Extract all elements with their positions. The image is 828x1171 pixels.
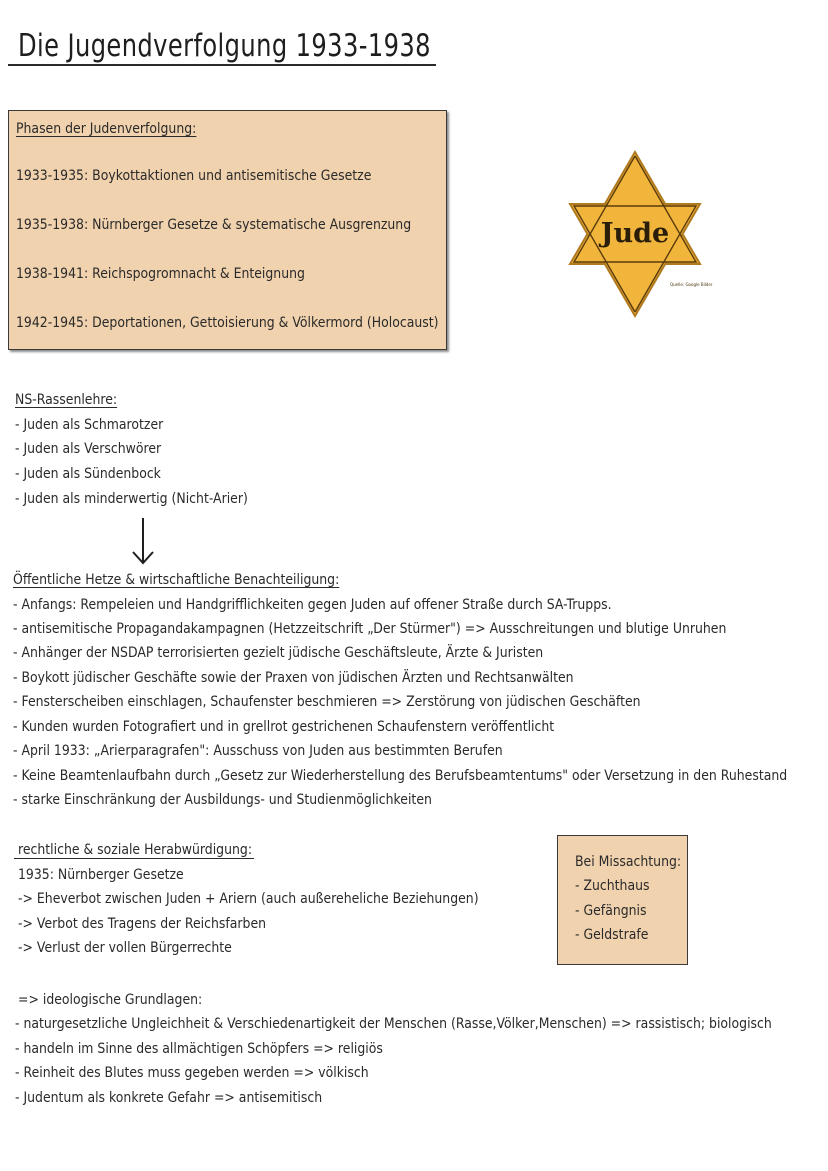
missachtung-item: - Zuchthaus: [575, 878, 650, 894]
badge-caption: Quelle: Google Bilder: [670, 282, 713, 287]
star-of-david-badge-icon: [566, 148, 713, 320]
hetze-item: - Fensterscheiben einschlagen, Schaufenster beschmieren => Zerstörung von jüdischen Geschäften: [13, 694, 641, 710]
rechtlich-underline: [14, 858, 254, 859]
rassenlehre-item: - Juden als minderwertig (Nicht-Arier): [15, 491, 248, 507]
hetze-item: - April 1933: „Arierparagrafen": Ausschuss von Juden aus bestimmten Berufen: [13, 743, 503, 759]
rassenlehre-item: - Juden als Schmarotzer: [15, 417, 164, 433]
phases-heading: Phasen der Judenverfolgung:: [16, 121, 197, 137]
rassenlehre-item: - Juden als Verschwörer: [15, 441, 162, 457]
badge-word: Jude: [600, 218, 670, 249]
hetze-item: - antisemitische Propagandakampagnen (Hetzzeitschrift „Der Stürmer") => Ausschreitungen und blutige Unruhen: [13, 621, 727, 637]
rassenlehre-item: - Juden als Sündenbock: [15, 466, 161, 482]
down-arrow-icon: [130, 516, 156, 566]
title-underline: [8, 64, 436, 66]
missachtung-item: - Gefängnis: [575, 903, 647, 919]
rechtlich-item: -> Verbot des Tragens der Reichsfarben: [18, 916, 267, 932]
grundlagen-item: - Judentum als konkrete Gefahr => antisemitisch: [15, 1090, 323, 1106]
hetze-heading: Öffentliche Hetze & wirtschaftliche Benachteiligung:: [13, 572, 340, 588]
rechtlich-item: 1935: Nürnberger Gesetze: [18, 867, 184, 883]
hetze-item: - Keine Beamtenlaufbahn durch „Gesetz zur Wiederherstellung des Berufsbeamtentums" oder Versetzung in den Ruhestand: [13, 768, 788, 784]
phase-item: 1942-1945: Deportationen, Gettoisierung & Völkermord (Holocaust): [16, 315, 439, 331]
grundlagen-item: - naturgesetzliche Ungleichheit & Verschiedenartigkeit der Menschen (Rasse,Völker,Menschen) => rassistisch; biologisch: [15, 1016, 772, 1032]
hetze-item: - Anfangs: Rempeleien und Handgrifflichkeiten gegen Juden auf offener Straße durch SA-Trupps.: [13, 597, 612, 613]
page-title: Die Jugendverfolgung 1933-1938: [18, 28, 431, 64]
grundlagen-heading: => ideologische Grundlagen:: [18, 992, 203, 1008]
rechtlich-item: -> Verlust der vollen Bürgerrechte: [18, 940, 232, 956]
hetze-item: - Kunden wurden Fotografiert und in grellrot gestrichenen Schaufenstern veröffentlicht: [13, 719, 555, 735]
phase-item: 1935-1938: Nürnberger Gesetze & systematische Ausgrenzung: [16, 217, 412, 233]
rassenlehre-heading: NS-Rassenlehre:: [15, 392, 118, 408]
grundlagen-item: - handeln im Sinne des allmächtigen Schöpfers => religiös: [15, 1041, 383, 1057]
phase-item: 1933-1935: Boykottaktionen und antisemitische Gesetze: [16, 168, 372, 184]
rechtlich-heading: rechtliche & soziale Herabwürdigung:: [18, 842, 253, 858]
missachtung-item: - Geldstrafe: [575, 927, 649, 943]
hetze-item: - Anhänger der NSDAP terrorisierten gezielt jüdische Geschäftsleute, Ärzte & Juristen: [13, 645, 544, 661]
hetze-item: - Boykott jüdischer Geschäfte sowie der Praxen von jüdischen Ärzten und Rechtsanwälten: [13, 670, 574, 686]
phase-item: 1938-1941: Reichspogromnacht & Enteignung: [16, 266, 305, 282]
hetze-item: - starke Einschränkung der Ausbildungs- und Studienmöglichkeiten: [13, 792, 432, 808]
grundlagen-item: - Reinheit des Blutes muss gegeben werden => völkisch: [15, 1065, 369, 1081]
missachtung-heading: Bei Missachtung:: [575, 854, 682, 870]
rechtlich-item: -> Eheverbot zwischen Juden + Ariern (auch außereheliche Beziehungen): [18, 891, 479, 907]
